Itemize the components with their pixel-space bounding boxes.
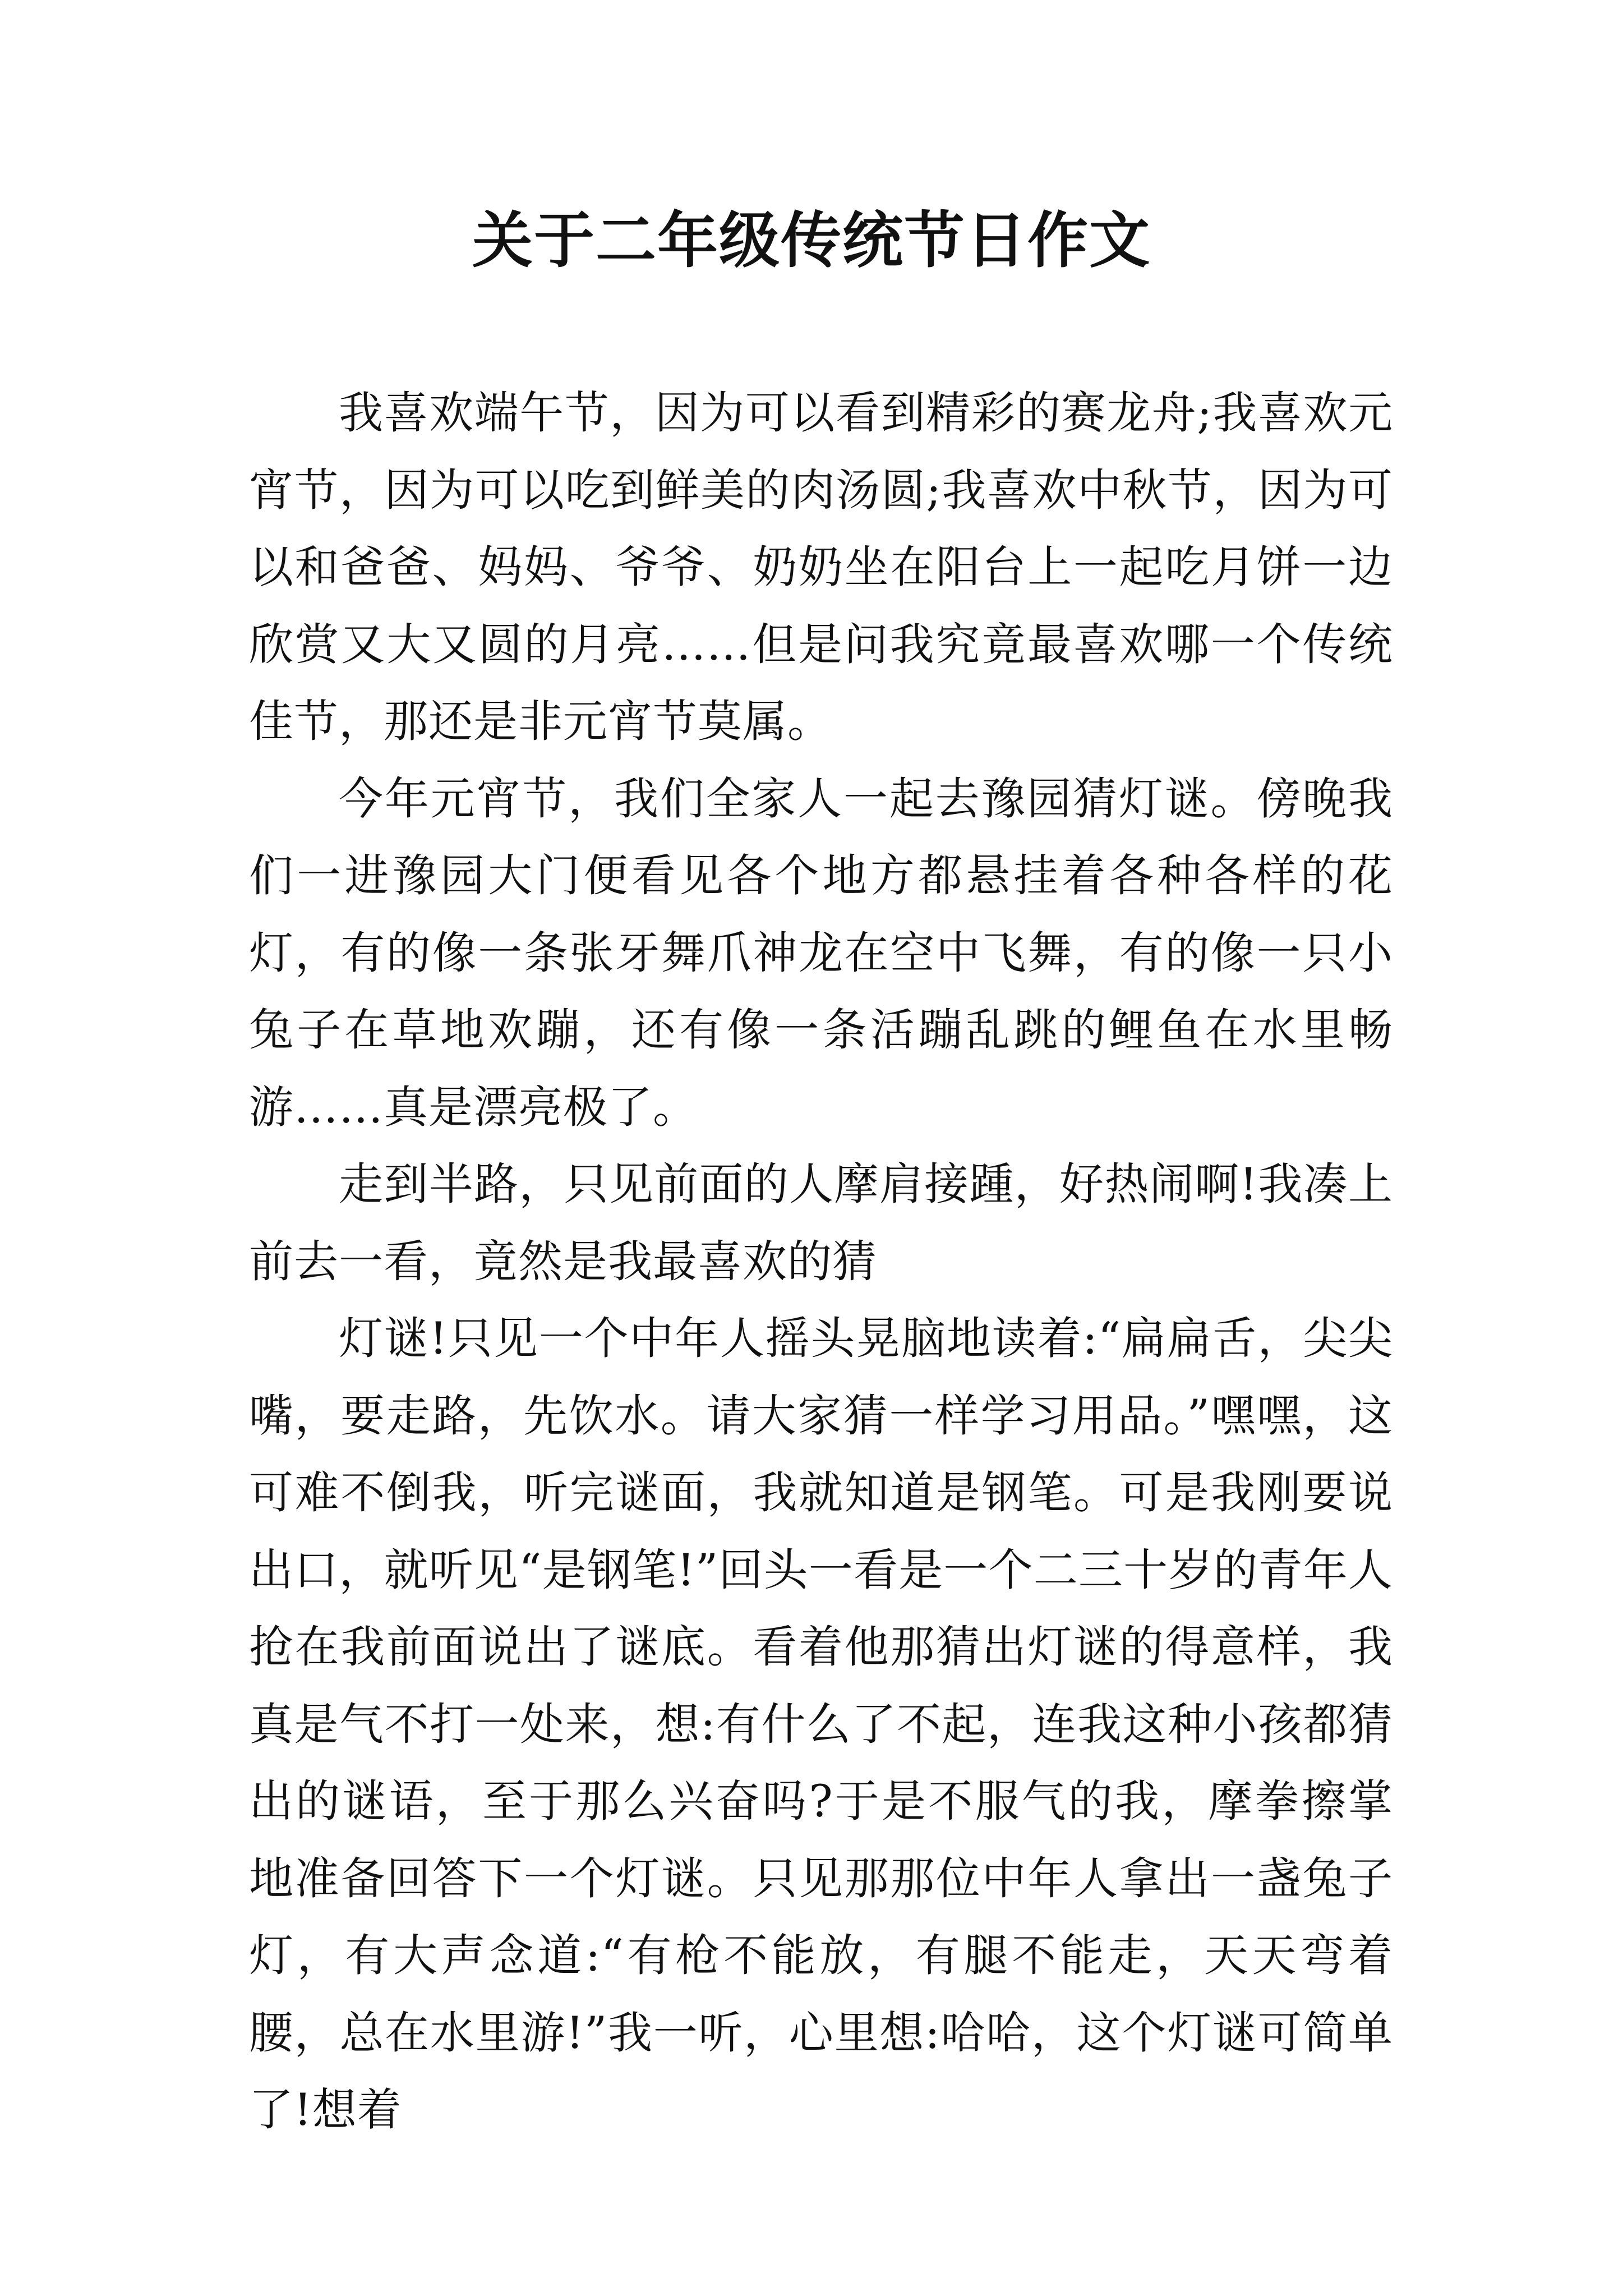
paragraph-1: 我喜欢端午节，因为可以看到精彩的赛龙舟;我喜欢元宵节，因为可以吃到鲜美的肉汤圆;我喜欢中秋节，因为可以和爸爸、妈妈、爷爷、奶奶坐在阳台上一起吃月饼一边欣赏又大又圆的月亮……但是问我究竟最喜欢哪一个传统佳节，那还是非元宵节莫属。	[249, 387, 1393, 747]
paragraph-2: 今年元宵节，我们全家人一起去豫园猜灯谜。傍晚我们一进豫园大门便看见各个地方都悬挂着各种各样的花灯，有的像一条张牙舞爪神龙在空中飞舞，有的像一只小兔子在草地欢蹦，还有像一条活蹦乱跳的鲤鱼在水里畅游……真是漂亮极了。	[249, 772, 1393, 1133]
document-title: 关于二年级传统节日作文	[472, 206, 1151, 276]
paragraph-4: 灯谜!只见一个中年人摇头晃脑地读着:“扁扁舌，尖尖嘴，要走路，先饮水。请大家猜一样学习用品。”嘿嘿，这可难不倒我，听完谜面，我就知道是钢笔。可是我刚要说出口，就听见“是钢笔!”回头一看是一个二三十岁的青年人抢在我前面说出了谜底。看着他那猜出灯谜的得意样，我真是气不打一处来，想:有什么了不起，连我这种小孩都猜出的谜语，至于那么兴奋吗?于是不服气的我，摩拳擦掌地准备回答下一个灯谜。只见那那位中年人拿出一盏兔子灯，有大声念道:“有枪不能放，有腿不能走，天天弯着腰，总在水里游!”我一听，心里想:哈哈，这个灯谜可简单了!想着	[249, 1313, 1393, 2136]
paragraph-3: 走到半路，只见前面的人摩肩接踵，好热闹啊!我凑上前去一看，竟然是我最喜欢的猜	[249, 1158, 1393, 1287]
document-body	[249, 375, 1393, 2149]
